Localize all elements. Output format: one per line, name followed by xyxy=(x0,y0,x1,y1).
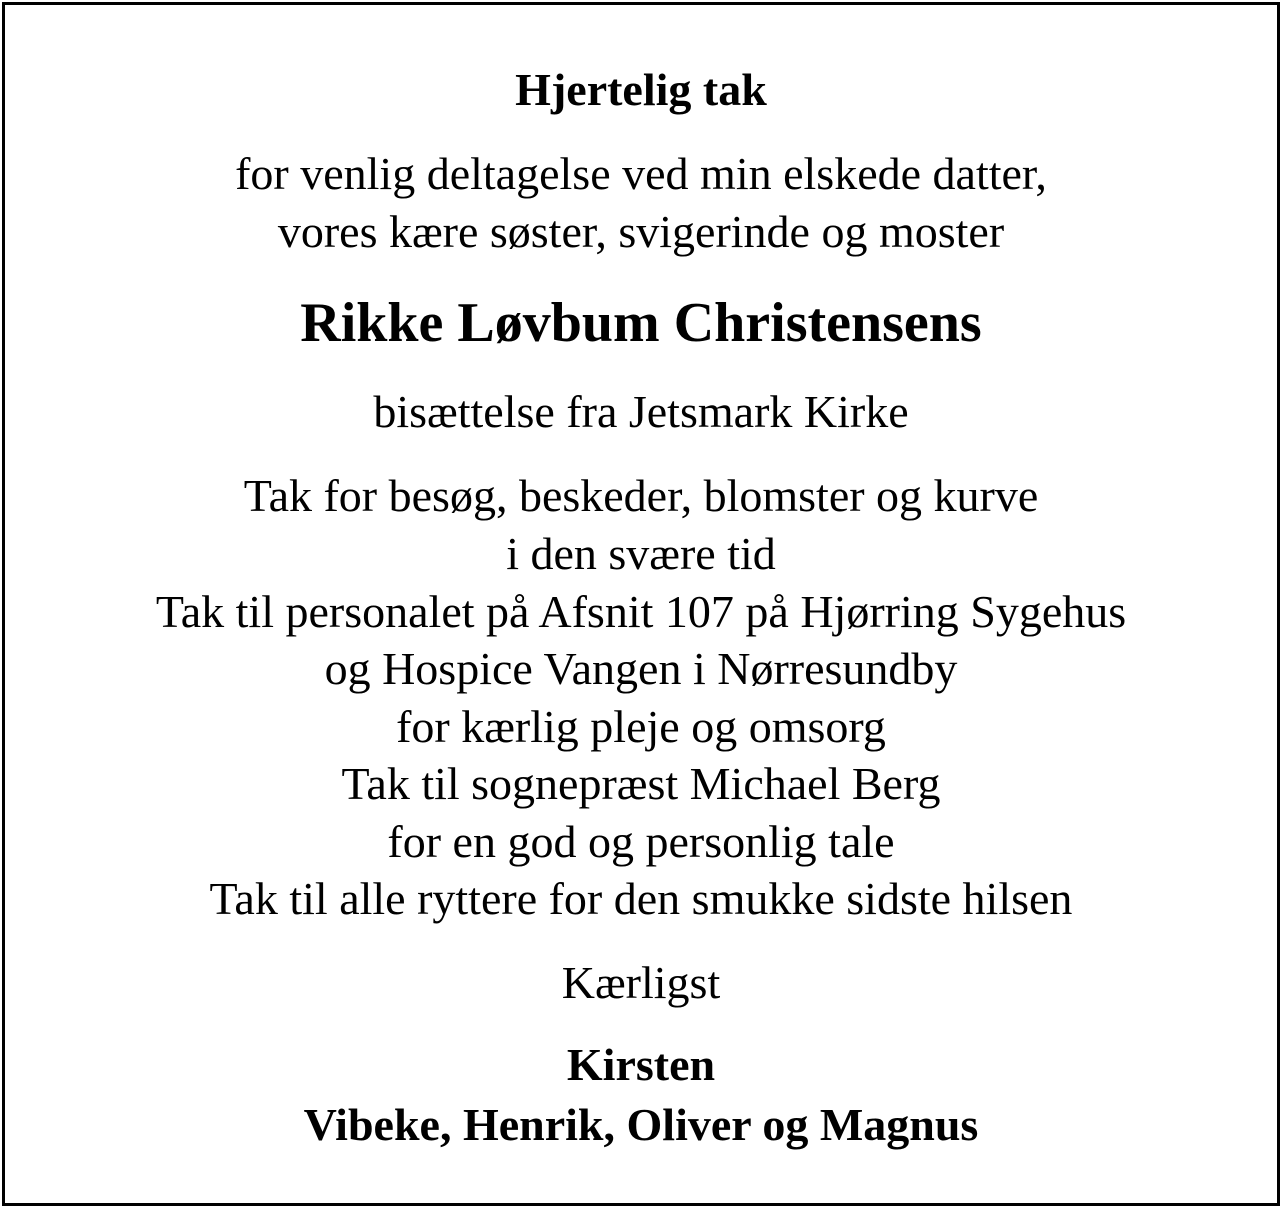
thanks-line-8: Tak til alle ryttere for den smukke sidste hilsen xyxy=(209,873,1073,924)
notice-content xyxy=(5,5,1277,1203)
thanks-line-3: Tak til personalet på Afsnit 107 på Hjørring Sygehus xyxy=(155,586,1127,637)
thanks-line-4: og Hospice Vangen i Nørresundby xyxy=(324,643,958,694)
notice-frame xyxy=(2,2,1280,1206)
ceremony-line: bisættelse fra Jetsmark Kirke xyxy=(373,386,909,437)
thanks-line-7: for en god og personlig tale xyxy=(387,816,895,867)
thanks-line-1: Tak for besøg, beskeder, blomster og kurve xyxy=(243,470,1039,521)
intro-line-1: for venlig deltagelse ved min elskede datter, xyxy=(235,148,1047,199)
signature-line-2: Vibeke, Henrik, Oliver og Magnus xyxy=(303,1099,979,1150)
thanks-line-5: for kærlig pleje og omsorg xyxy=(396,701,886,752)
intro-line-2: vores kære søster, svigerinde og moster xyxy=(277,206,1005,257)
thanks-line-2: i den svære tid xyxy=(506,528,776,579)
closing-line: Kærligst xyxy=(561,957,721,1008)
signature-line-1: Kirsten xyxy=(566,1039,716,1090)
thanks-line-6: Tak til sognepræst Michael Berg xyxy=(341,758,941,809)
deceased-name: Rikke Løvbum Christensens xyxy=(300,292,982,354)
notice-heading: Hjertelig tak xyxy=(515,64,767,115)
